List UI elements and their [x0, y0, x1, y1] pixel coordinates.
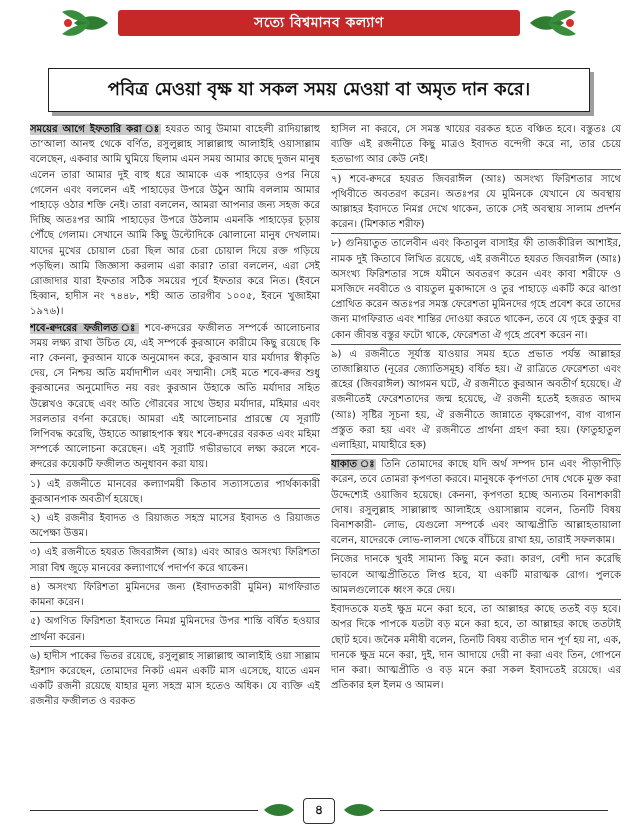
divider [30, 577, 320, 578]
paragraph: ইবাদতকে যতই ক্ষুদ্র মনে করা হবে, তা আল্লাহর কাছে ততই বড় হবে। অপর দিকে পাপকে যতটা বড় মনে করা হবে, তা আল্লাহর কাছে ততটাই ছোট হবে। জনৈক মনীষী বলেন, তিনটি বিষয় ব্যতীত দান পূর্ণ হয় না, এক, দানকে ক্ষুদ্র মনে করা, দুই, দান আদায়ে দেরী না করা এবং তিন, গোপনে দান করা। আত্মপ্রীতি ও বড় মনে করা সকল ইবাদতেই রয়েছে। এর প্রতিকার হল ইলম ও আমল। [331, 604, 621, 692]
list-item: ৪) অসংখ্য ফিরিশতা মুমিনদের জন্য (ইবাদতকারী মুমিন) মাগফিরাত কামনা করেন। [30, 581, 320, 609]
leaf-ornament-left [262, 802, 296, 818]
divider [30, 542, 320, 543]
article-title: পবিত্র মেওয়া বৃক্ষ যা সকল সময় মেওয়া বা অমৃত দান করে। [107, 78, 531, 100]
floral-ornament-right [528, 6, 578, 40]
section-heading-zakat: যাকাত ঃ [331, 459, 377, 471]
section-heading-shab-e-qadr: শবে-ক্বদরের ফজীলত ঃ [30, 322, 139, 334]
divider [331, 233, 621, 234]
list-item: ১) এই রজনীতে মানবের কল্যাণময়ী কিতাব সত্যাসত্যের পার্থক্যকারী কুরআনপাক অবতীর্ণ হয়েছে। [30, 478, 320, 505]
leaf-ornament-right [342, 802, 376, 818]
list-item: ৩) এই রজনীতে হযরত জিবরাঈল (আঃ) এবং আরও অসংখ্য ফিরিশতা সারা বিশ্ব জুড়ে মানবের কল্যাণার্থে পদার্পণ করে থাকেন। [30, 547, 320, 574]
page-number: ৪ [303, 798, 335, 824]
paragraph-zakat-text: তিনি তোমাদের কাছে যদি অর্থ সম্পদ চান এবং পীড়াপীড়ি করেন, তবে তোমরা কৃপণতা করবে। মানুষকে কৃপণতা দোষ থেকে মুক্ত করা উদ্দেশ্যেই ওয়াজিব হয়েছে। কেননা, কৃপণতা হচ্ছে অন্যতম বিনাশকারী দোষ। রসুলুল্লাহ সাল্লাল্লাহু আলাইহে ওয়াসাল্লাম বলেন, তিনটি বিষয় বিনাশকারী- লোভ, যেগুলো সম্পর্কে এবং আত্মপ্রীতি আল্লাহতায়ালা বলেন, যাদেরকে লোভ-লালসা থেকে বাঁচিয়ে রাখা হয়, তারাই সফলকাম। [331, 459, 621, 547]
divider [30, 646, 320, 647]
footer-rule-right [380, 810, 608, 811]
divider [30, 611, 320, 612]
paragraph: ৭) শবে-ক্বদরে হযরত জিবরাঈল (আঃ) অসংখ্য ফিরিশতার সাথে পৃথিবীতে অবতরণ করেন। অতঃপর যে মুমিনকে যেখানে যে অবস্থায় আল্লাহর ইবাদতে নিমগ্ন দেখে থাকেন, তাকে সেই অবস্থায় সালাম প্রদর্শন করেন। (মিশকাত শরীফ) [331, 173, 621, 231]
right-column [331, 122, 621, 790]
paragraph: নিজের দানকে খুবই সামান্য কিছু মনে করা। কারণ, বেশী দান করেছি ভাবলে আত্মপ্রীতিতে লিপ্ত হবে, যা একটি মারাত্মক রোগ। পুলকে আমলগুলোকে ধ্বংস করে দেয়। [331, 554, 621, 596]
paragraph: হাসিল না করবে, সে সমস্ত খায়ের বরকত হতে বঞ্চিত হবে। বস্তুতঃ যে ব্যক্তি এই রজনীতে কিছু মাত্রও ইবাদত বন্দেগী করে না, তার চেয়ে হতভাগ্য আর কেউ নেই। [331, 124, 621, 166]
divider [331, 549, 621, 550]
paragraph-iftar-text: হযরত আবু উমামা বাহেলী রাদিয়াল্লাহু তা‘আলা আনহু থেকে বর্ণিত, রসুলুল্লাহ সাল্লাল্লাহু আলাইহি ওয়াসাল্লাম বলেছেন, একবার আমি ঘুমিয়ে ছিলাম এমন সময় আমার কাছে দুজন মানুষ এলেন তারা আমার দুই বাহু ধরে আমাকে এক পাহাড়ের ওপর নিয়ে গেলেন এবং বললেন এই পাহাড়ের উপরে উঠুন আমি বললাম আমার পাহাড়ে ওঠার শক্তি নেই। তারা বললেন, আমরা আপনার জন্য সহজ করে দিচ্ছি অতঃপর আমি পাহাড়ের উপরে উঠলাম এমনকি পাহাড়ের চূড়ায় পৌঁছে গেলাম। সেখানে আমি কিছু উল্টোদিকে ঝোলানো মানুষ দেখলাম। যাদের মুখের চোয়াল চেরা ছিল আর চেরা চোয়াল দিয়ে রক্ত গড়িয়ে পড়ছিল। আমি জিজ্ঞাসা করলাম এরা কারা? তারা বললেন, এরা সেই রোজাদার যারা ইফতার সঠিক সময়ের পূর্বে ইফতার করে নিত। (ইবনে হিব্বান, হাদীস নং ৭৪৪৮, শহী আত তারগীব ১০০৫, ইবনে খুজাইমা ১৯৭৬)। [30, 124, 320, 318]
divider [331, 454, 621, 455]
divider [30, 474, 320, 475]
floral-ornament-left [60, 6, 110, 40]
list-item: ৫) অগণিত ফিরিশতা ইবাদতে নিমগ্ন মুমিনদের উপর শান্তি বর্ষিত হওয়ার প্রার্থনা করেন। [30, 616, 320, 643]
list-item: ৬) হাদীস পাকের ভিতর রয়েছে, রসুলুল্লাহ সাল্লাল্লাহু আলাইহি ওয়া সাল্লাম ইরশাদ করেছেন, তোমাদের নিকট এমন একটি মাস এসেছে, যাতে এমন একটি রজনী রয়েছে যাহার মূল্য সহস্র মাস হতেও অধিক। যে ব্যক্তি এই রজনীর ফজীলত ও বরকত [30, 650, 320, 708]
header-banner-text: সত্যে বিশ্বমানব কল্যাণ [254, 15, 384, 31]
list-item: ২) এই রজনীর ইবাদত ও রিয়াজত সহস্র মাসের ইবাদত ও রিয়াজত অপেক্ষা উত্তম। [30, 513, 320, 540]
paragraph-zakat [331, 457, 621, 548]
paragraph: ৮) গুনিয়াতুত তালেবীন এবং কিতাবুল বাসাইর ফী তাজকীরিল আশাইর, নামক দুই কিতাবে লিখিত রয়েছে, এই রজনীতে হযরত জিবরাঈল (আঃ) অসংখ্য ফিরিশতার সঙ্গে যমীনে অবতরণ করেন এবং কাবা শরীফে ও মসজিদে নববীতে ও বায়তুল মুকাদ্দাসে ও তুর পাহাড়ে একটি করে ঝাণ্ডা প্রোথিত করেন অতঃপর সমস্ত ফেরেশতা মুমিনদের গৃহে প্রবেশ করে তাদের জন্য মাগফিরাত এবং শান্তির দোওয়া করতে থাকেন, তবে যে গৃহে কুকুর বা কোন জীবন্ত বস্তুর ফটো থাকে, ফেরেশতা ঐ গৃহে প্রবেশ করেন না। [331, 238, 621, 341]
footer-rule-left [30, 810, 258, 811]
paragraph: ৯) এ রজনীতে সূর্যাস্ত যাওয়ার সময় হতে প্রভাত পর্যন্ত আল্লাহর তাজাল্লিয়াত (নূরের জ্যোতিসমূহ) বর্ষিত হয়। ঐ রাত্রিতে ফেরেশতা এবং রূহের (জিবরাঈল) আগমন ঘটে, ঐ রজনীতে কুরআন অবতীর্ণ হয়েছে। ঐ রজনীতেই ফেরেশতাদের জন্ম হয়েছে, ঐ রজনী হতেই হজরত আদম (আঃ) সৃষ্টির সূচনা হয়, ঐ রজনীতে জান্নাতে বৃক্ষরোপণ, বাগ বাগান প্রস্তুত করা হয় এবং ঐ রজনীতে প্রার্থনা গ্রহণ করা হয়। (ফাতুহাতুল এলাহিয়া, মাযাহীরে হক) [331, 348, 621, 452]
divider [331, 599, 621, 600]
left-column [30, 122, 320, 790]
header-banner [118, 10, 520, 36]
page-footer [0, 798, 638, 824]
section-heading-iftar: সময়ের আগে ইফতারি করা ঃ [30, 124, 161, 135]
divider [331, 169, 621, 170]
divider [331, 344, 621, 345]
article-title-box [48, 68, 590, 112]
divider [30, 508, 320, 509]
paragraph-iftar [30, 122, 320, 320]
paragraph-shab-e-qadr [30, 321, 320, 473]
paragraph-shab-e-qadr-text: শবে-ক্বদরের ফজীলত সম্পর্কে আলোচনার সময় লক্ষ্য রাখা উচিত যে, এই সম্পর্কে কুরআনে কারীমে কিছু রয়েছে কি না? কেননা, কুরআন যাকে অনুমোদন করে, কুরআন যার মর্যাদার স্বীকৃতি দেয়, সে নিশ্চয় অতি মর্যাদাশীল এবং সম্মানী। সেই মতে শবে-ক্বদর শুধু কুরআনের অনুমোদিত নয় বরং কুরআন উহাকে অতি মর্যাদার সহিত উল্লেখও করেছে এবং অতি গৌরবের সাথে উহার মর্যাদার, মহিমার এবং সরলতার বর্ণনা করেছে। আমরা এই আলোচনার প্রারম্ভে যে সূরাটি লিপিবদ্ধ করেছি, উহাতে আল্লাহপাক স্বয়ং শবে-ক্বদরের বরকত এবং মহিমা সম্পর্কে আলোচনা করেছেন। এই সূরাটি গভীরভাবে লক্ষ্য করলে শবে-ক্বদরের কয়েকটি ফজীলত অনুধাবন করা যায়। [30, 322, 320, 471]
